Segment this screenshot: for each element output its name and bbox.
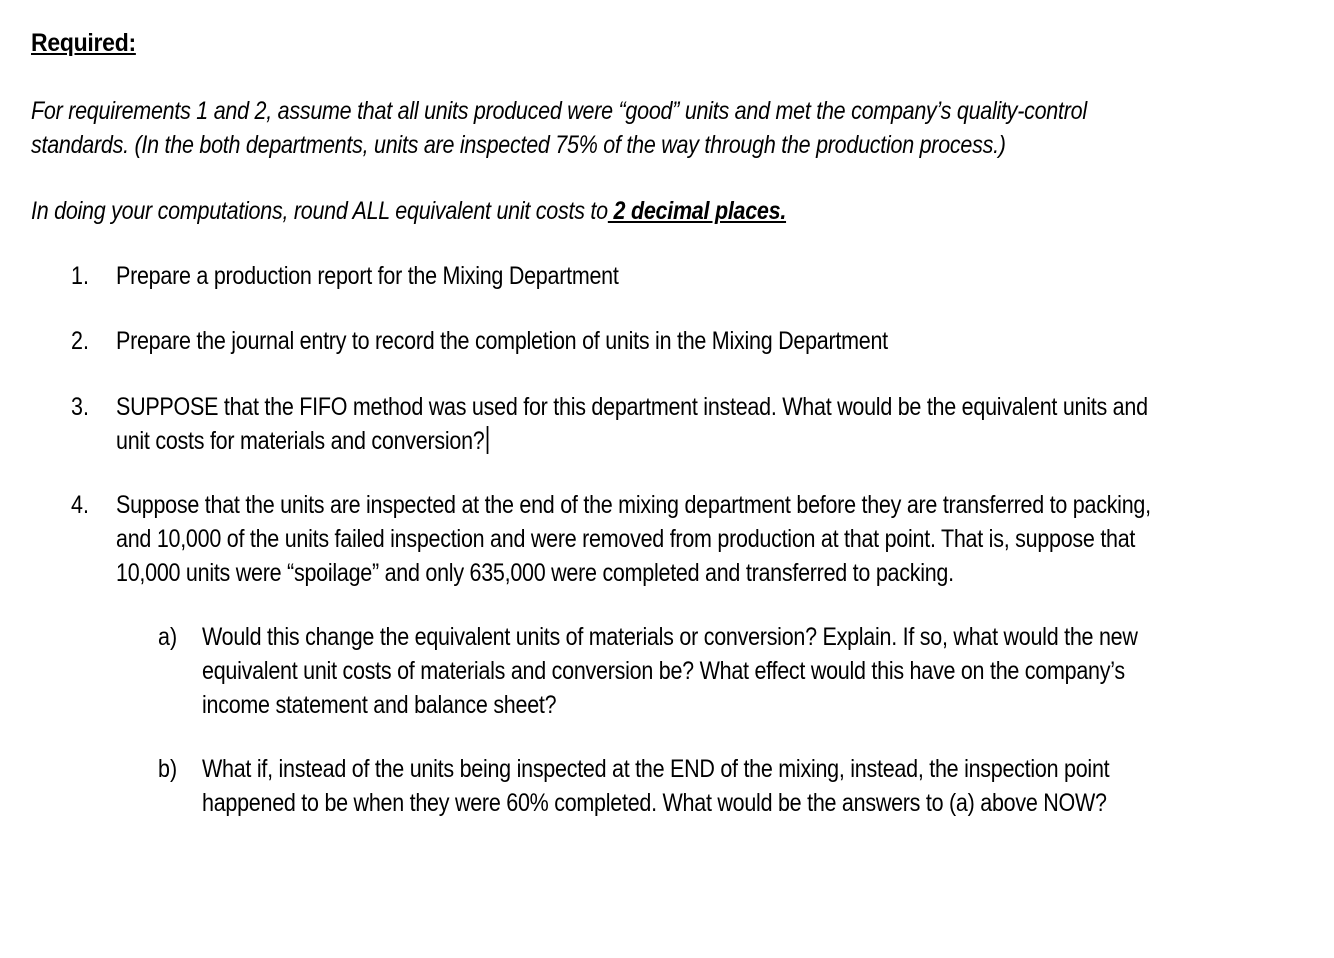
subpart-line: What if, instead of the units being inspected at the END of the mixing, instead, the inspection point — [202, 755, 1110, 783]
requirement-line: Prepare the journal entry to record the completion of units in the Mixing Department — [116, 327, 888, 355]
subpart-b — [202, 752, 1109, 820]
rounding-instruction — [31, 194, 1175, 228]
requirement-line: Prepare a production report for the Mixing Department — [116, 262, 619, 290]
intro-paragraph — [31, 94, 1175, 162]
intro-line: For requirements 1 and 2, assume that all units produced were “good” units and met the company’s quality-control — [31, 97, 1087, 125]
requirement-number: 4. — [71, 491, 89, 519]
subpart-letter: a) — [158, 623, 178, 651]
rounding-text: In doing your computations, round ALL equivalent unit costs to — [31, 197, 608, 225]
intro-line: standards. (In the both departments, units are inspected 75% of the way through the production process.) — [31, 131, 1006, 159]
requirement-2 — [116, 324, 888, 358]
requirement-line: 10,000 units were “spoilage” and only 635,000 were completed and transferred to packing. — [116, 559, 954, 587]
subpart-a — [202, 620, 1138, 722]
subpart-line: happened to be when they were 60% completed. What would be the answers to (a) above NOW? — [202, 789, 1107, 817]
subpart-letter: b) — [158, 755, 178, 783]
rounding-emphasis: 2 decimal places. — [607, 197, 787, 225]
requirement-number: 1. — [71, 262, 89, 290]
requirement-3 — [116, 390, 1148, 458]
requirement-line: SUPPOSE that the FIFO method was used for this department instead. What would be the equivalent units and — [116, 393, 1148, 421]
text-cursor — [486, 426, 488, 454]
subpart-line: income statement and balance sheet? — [202, 691, 557, 719]
requirement-1 — [116, 259, 619, 293]
requirement-line: unit costs for materials and conversion? — [116, 427, 485, 455]
requirement-line-with-caret[interactable] — [116, 424, 1148, 458]
requirement-number: 3. — [71, 393, 89, 421]
subpart-line: equivalent unit costs of materials and conversion be? What effect would this have on the company’s — [202, 657, 1125, 685]
requirement-line: and 10,000 of the units failed inspection and were removed from production at that point. That is, suppose that — [116, 525, 1136, 553]
requirement-number: 2. — [71, 327, 89, 355]
required-heading: Required: — [31, 29, 136, 57]
requirement-4 — [116, 488, 1151, 590]
requirement-line: Suppose that the units are inspected at the end of the mixing department before they are transferred to packing, — [116, 491, 1151, 519]
subpart-line: Would this change the equivalent units of materials or conversion? Explain. If so, what would the new — [202, 623, 1138, 651]
